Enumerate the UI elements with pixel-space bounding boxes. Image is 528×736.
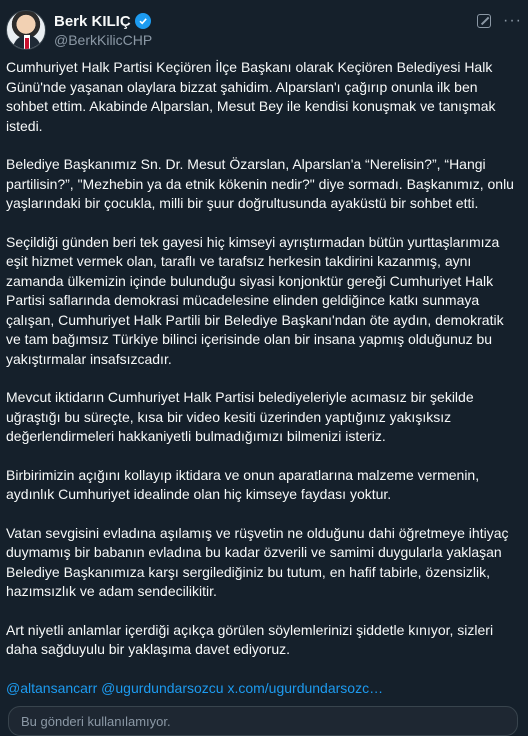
unavailable-quote-box: [8, 706, 518, 736]
author-name-row[interactable]: [54, 12, 151, 30]
tweet-mentions: [6, 679, 522, 699]
grok-icon[interactable]: [477, 14, 491, 28]
tweet-paragraph: Art niyetli anlamlar içerdiği açıkça görülen söylemlerinizi şiddetle kınıyor, sizleri daha sağduyulu bir yaklaşıma davet ediyoruz.: [6, 621, 494, 657]
url-link[interactable]: x.com/ugurdundarsozc…: [227, 679, 384, 696]
mention-link[interactable]: @ugurdundarsozcu: [101, 679, 224, 696]
more-options-icon[interactable]: ···: [503, 12, 522, 29]
avatar[interactable]: [6, 10, 46, 50]
unavailable-notice: Bu gönderi kullanılamıyor.: [21, 714, 171, 729]
tweet-paragraph: Cumhuriyet Halk Partisi Keçiören İlçe Başkanı olarak Keçiören Belediyesi Halk Günü'nde yaşanan olaylara bizzat şahidim. Alparslan'ı çağırıp onunla ilk ben sohbet ettim. Akabinde Alparslan, Mesut Bey ile kendisi konuşmak ve tanışmak istedi.: [6, 59, 496, 134]
tweet-body: [6, 58, 522, 698]
mention-link[interactable]: @altansancarr: [6, 679, 98, 696]
verified-badge-icon: [135, 13, 151, 29]
tweet-paragraph: Vatan sevgisini evladına aşılamış ve rüşvetin ne olduğunu dahi öğretmeye ihtiyaç duymamış bir babanın evladına bu kadar özverili ve samimi duygularla yaklaşan Belediye Başkanımıza karşı sergilediğiniz bu tutum, en hafif tabirle, özensizlik, hazımsızlık ve adam sendecilikitir.: [6, 524, 509, 599]
tweet-paragraph: Seçildiği günden beri tek gayesi hiç kimseyi ayrıştırmadan bütün yurttaşlarımıza eşit hizmet vermek olan, taraflı ve tarafsız herkesin takdirini kazanmış, aynı zamanda ülkemizin içinde bulunduğu siyasi konjonktür gereği Cumhuriyet Halk Partisi saflarında demokrasi mücadelesine elinden geldiğince katkı sunmaya çalışan, Cumhuriyet Halk Partili bir Belediye Başkanı'ndan öte aydın, demokratik ve tam bağımsız Türkiye bilinci içerisinde olan bir insana yapmış olduğunuz bu yakıştırmalar insafsızcadır.: [6, 233, 504, 367]
tweet-paragraph: Mevcut iktidarın Cumhuriyet Halk Partisi belediyeleriyle acımasız bir şekilde uğraştığı bu süreçte, kısa bir video kesiti üzerinden yaptığınız yakışıksız değerlendirmeleri hakkaniyetli bulmadığımızı bilmenizi isteriz.: [6, 389, 474, 444]
author-handle[interactable]: @BerkKilicCHP: [54, 32, 153, 48]
tweet-paragraph: Belediye Başkanımız Sn. Dr. Mesut Özarslan, Alparslan'a “Nerelisin?”, “Hangi partilisin?”, "Mezhebin ya da etnik kökenin nedir?" diye sormadı. Başkanımız, onlu yaşlarındaki bir çocukla, milli bir şuur doğrultusunda ayaküstü bir sohbet etti.: [6, 156, 514, 211]
tweet-paragraph: Birbirimizin açığını kollayıp iktidara ve onun aparatlarına malzeme vermenin, aydınlık Cumhuriyet idealinde olan hiç kimseye faydası yoktur.: [6, 466, 480, 502]
author-name[interactable]: Berk KILIÇ: [54, 12, 131, 30]
tweet-header: [6, 8, 522, 52]
